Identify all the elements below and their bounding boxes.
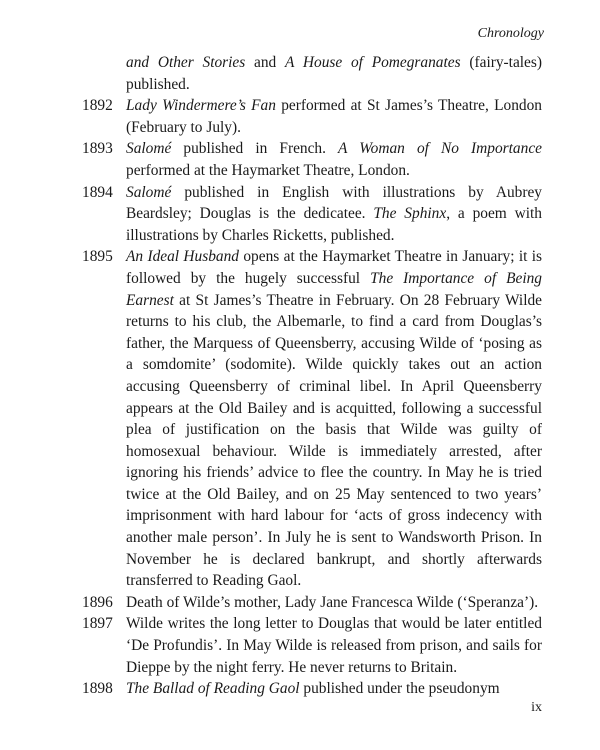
entry-text-run: Wilde writes the long letter to Douglas that would be later entitled ‘De Profundis’. In May Wilde is released from prison, and sails for Dieppe by the night ferry. He never returns to Britain. xyxy=(126,615,542,676)
entry-year: 1896 xyxy=(82,593,113,611)
entry-text-run: , a poem with illustrations by Charles Ricketts, published. xyxy=(126,205,542,244)
chronology-entry xyxy=(82,95,542,138)
chronology-entry xyxy=(82,678,542,700)
entry-title: An Ideal Husband xyxy=(126,248,240,266)
entry-year: 1897 xyxy=(82,615,113,633)
entry-year: 1893 xyxy=(82,140,113,158)
entry-title: A Woman of No Importance xyxy=(338,140,542,158)
chronology-entry xyxy=(82,246,542,592)
entry-text xyxy=(126,138,542,181)
entry-text xyxy=(126,246,542,592)
entry-text xyxy=(126,95,542,138)
entry-text-run: performed at the Haymarket Theatre, London. xyxy=(126,161,410,179)
entry-text-run: Death of Wilde’s mother, Lady Jane Francesca Wilde (‘Speranza’). xyxy=(126,593,539,611)
entry-text-run: and xyxy=(245,54,285,71)
entry-text xyxy=(126,613,542,678)
entry-title: A House of Pomegranates xyxy=(285,54,461,71)
page-number: ix xyxy=(531,700,542,715)
entry-text xyxy=(126,182,542,247)
chronology-entries xyxy=(82,52,542,700)
chronology-entry xyxy=(82,613,542,678)
chronology-entry xyxy=(82,592,542,614)
entry-title: and Other Stories xyxy=(126,54,246,71)
entry-text-run: performed at St James’s Theatre, London (February to July). xyxy=(126,97,542,136)
entry-title: Salomé xyxy=(126,140,172,158)
entry-text xyxy=(126,678,542,700)
entry-text-run: (fairy-tales) published. xyxy=(126,54,542,93)
chronology-entry xyxy=(82,182,542,247)
running-head: Chronology xyxy=(477,26,544,41)
entry-year: 1892 xyxy=(82,97,113,115)
entry-year: 1898 xyxy=(82,680,113,698)
entry-year: 1895 xyxy=(82,248,113,266)
entry-text-run: published in English with illustrations by Aubrey Beardsley; Douglas is the dedicatee. xyxy=(126,183,542,223)
entry-title: The Sphinx xyxy=(373,205,447,223)
entry-title: The Importance of Being Earnest xyxy=(126,269,542,309)
entry-title: The Ballad of Reading Gaol xyxy=(126,680,300,698)
entry-title: Salomé xyxy=(126,183,172,201)
chronology-entry xyxy=(82,52,542,95)
entry-title: Lady Windermere’s Fan xyxy=(126,97,276,115)
entry-text-run: published in French. xyxy=(171,140,339,158)
entry-text xyxy=(126,52,542,95)
entry-text-run: opens at the Haymarket Theatre in January; it is followed by the hugely successful xyxy=(126,248,542,287)
entry-text xyxy=(126,592,542,614)
entry-text-run: published under the pseudonym xyxy=(299,680,500,698)
chronology-entry xyxy=(82,138,542,181)
entry-text-run: at St James’s Theatre in February. On 28 February Wilde returns to his club, the Albemarle, to find a card from Douglas’s father, the Marquess of Queensberry, accusing Wilde of ‘posing as a somdomite’ (sodomite). Wilde quickly takes out an action accusing Queensberry of criminal libel. In April Queensberry appears at the Old Bailey and is acquitted, following a successful plea of justification on the basis that Wilde was guilty of homosexual behaviour. Wilde is immediately arrested, after ignoring his friends’ advice to flee the country. In May he is tried twice at the Old Bailey, and on 25 May sentenced to two years’ imprisonment with hard labour for ‘acts of gross indecency with another male person’. In July he is sent to Wandsworth Prison. In November he is declared bankrupt, and shortly afterwards transferred to Reading Gaol. xyxy=(126,291,542,590)
entry-year: 1894 xyxy=(82,183,113,201)
